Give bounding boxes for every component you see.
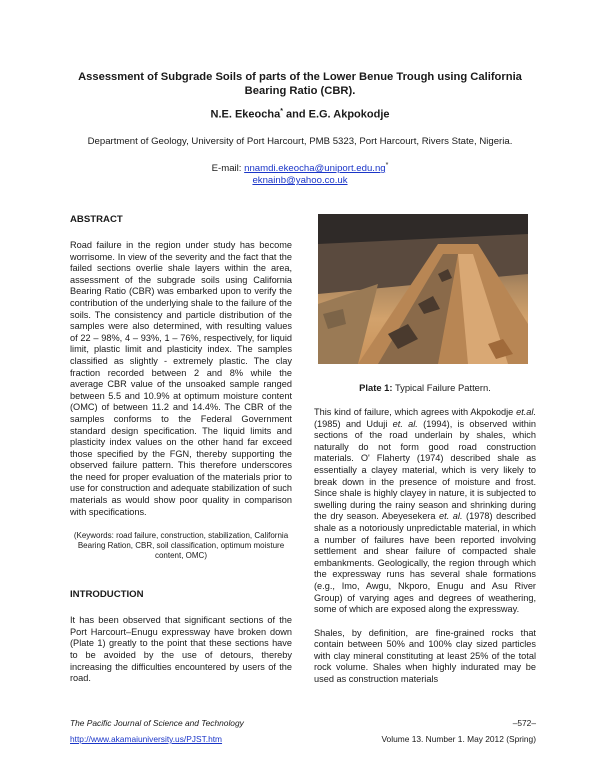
email-mark: * [385, 162, 389, 169]
left-column [70, 214, 292, 685]
corresponding-mark: * [280, 108, 283, 115]
introduction-text: It has been observed that significant sections of the Port Harcourt–Enugu expressway have broken down (Plate 1) greatly to the point that these sections have to be avoided by the use of detours, thereby increasing the difficulties encountered by users of the road. [70, 615, 292, 684]
abstract-heading: ABSTRACT [70, 214, 123, 225]
email-block [0, 160, 600, 187]
plate-label: Plate 1: [359, 382, 393, 393]
email-link-1[interactable]: nnamdi.ekeocha@uniport.edu.ng [244, 163, 386, 175]
author-line [0, 108, 600, 121]
para1-part-b: (1985) and Uduji [314, 418, 393, 429]
etal-3: et. al. [439, 511, 463, 522]
para1-part-d: (1978) described shale as a notoriously unpredictable material, in which a number of failures have been reported involving settlement and shear failure of compacted shale embankments. Geologically, the region through which the expressway runs has several shale formations (e.g., Imo, Awgu, Nkporo, Enugu and Asu River Group) of varying ages and degrees of weathering, some of which are exposed along the expressway. [314, 511, 536, 615]
right-column [314, 214, 536, 686]
keywords: (Keywords: road failure, construction, stabilization, California Bearing Ration, CBR, soil classification, optimum moisture content, OMC) [73, 531, 289, 561]
paper-title: Assessment of Subgrade Soils of parts of the Lower Benue Trough using California Bearing Ratio (CBR). [78, 71, 522, 97]
email-link-2[interactable]: eknainb@yahoo.co.uk [252, 175, 348, 187]
author-connector: and [282, 108, 309, 121]
footer-journal [70, 718, 244, 728]
footer-page-number: –572– [512, 718, 536, 728]
etal-2: et. al. [392, 418, 418, 429]
author-1: N.E. Ekeocha [210, 108, 281, 121]
affiliation: Department of Geology, University of Port Harcourt, PMB 5323, Port Harcourt, Rivers State, Nigeria. [87, 136, 513, 147]
journal-name: The Pacific Journal of Science and Technology [70, 718, 244, 728]
introduction-heading: INTRODUCTION [70, 589, 144, 601]
right-paragraph-1 [314, 407, 536, 616]
right-paragraph-2: Shales, by definition, are fine-grained rocks that contain between 50% and 100% clay sized particles with clay mineral constituting at least 25% of the total rock volume. Shales when highly indurated may be used as construction materials [314, 627, 536, 685]
plate-caption-text: Typical Failure Pattern. [392, 382, 491, 393]
abstract-text: Road failure in the region under study has become worrisome. In view of the severity and the fact that the failed sections overlie shale layers within the area, assessment of the subgrade soils using California Bearing Ratio (CBR) was embarked upon to verify the contribution of the underlying shale to the failure of the soils. The consistency and particle distribution of the samples were also determined, with resulting values of 22 – 98%, 4 – 93%, 1 – 76%, respectively, for liquid limit, plastic limit and plasticity index. The samples classified as slightly - extremely plastic. The clay fraction recorded between 2 and 8% while the average CBR value of the unsoaked sample ranged between 5.5 and 10.9% at optimum moisture content (OMC) of between 11.2 and 14.4%. The CBR of the samples conforms to the Federal Government standard design specification. The liquid limits and plasticity index values on the other hand far exceed those specified by the FGN, thereby supporting the observed failure pattern. This therefore underscores the need for proper evaluation of the materials prior to use for construction and adequate stabilization of such materials as would show poor quality in comparison with specifications. [70, 240, 292, 517]
footer-url-wrap [70, 734, 222, 744]
para1-part-a: This kind of failure, which agrees with Akpokodje [314, 407, 517, 417]
road-failure-image [318, 214, 528, 364]
journal-url-link[interactable]: http://www.akamaiuniversity.us/PJST.htm [70, 734, 223, 744]
footer-issue: Volume 13. Number 1. May 2012 (Spring) [381, 734, 536, 744]
plate-1-photo [318, 214, 528, 364]
para1-part-c: (1994), is observed within sections of the road underlain by shales, which naturally do not form good road construction materials. O' Flaherty (1974) described shale as essentially a clayey material, which is very likely to break down in the presence of moisture and frost. Since shale is highly clayey in nature, it is subjected to swelling during the rainy season and shrinking during the dry season. Abeyesekera [314, 418, 536, 522]
author-2: E.G. Akpokodje [308, 108, 390, 121]
plate-caption [314, 382, 536, 393]
etal-1: et.al. [516, 407, 536, 417]
email-label: E-mail: [211, 163, 245, 175]
